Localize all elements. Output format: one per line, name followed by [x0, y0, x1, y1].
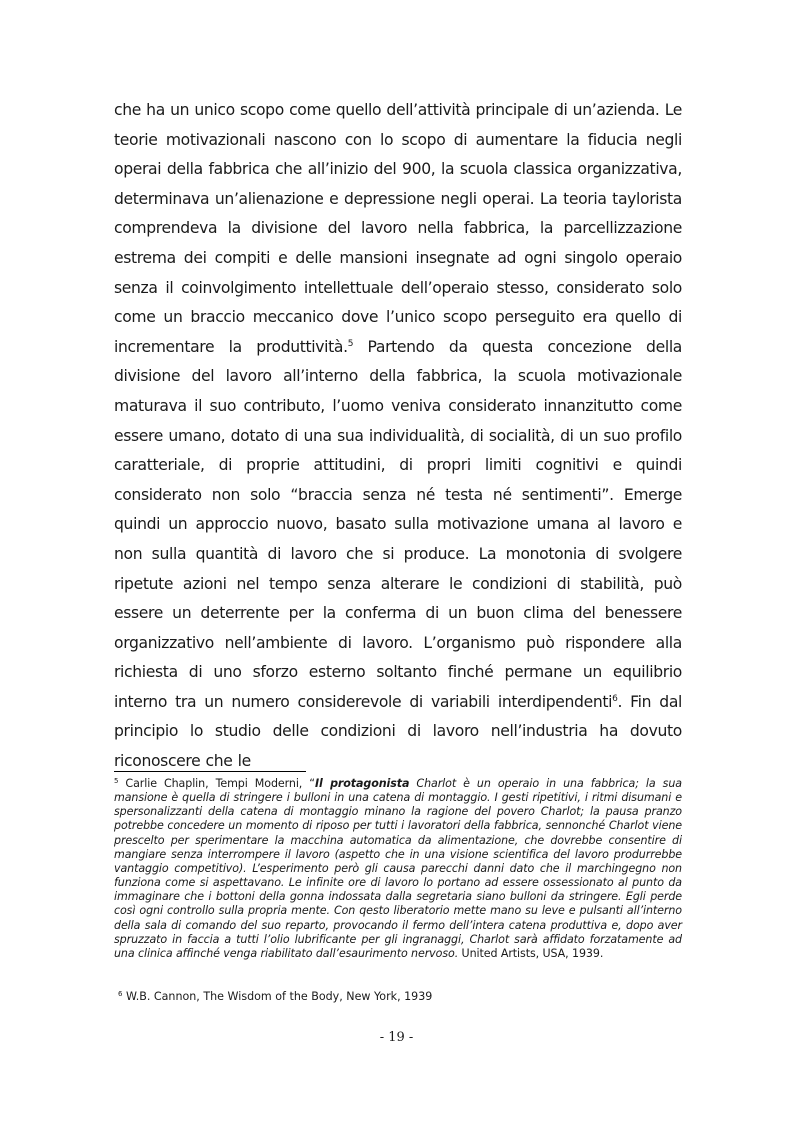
body-paragraph	[114, 96, 682, 777]
footnote-5-tail: United Artists, USA, 1939.	[458, 946, 604, 960]
footnote-6-number: 6	[118, 990, 123, 998]
footnote-ref-5[interactable]: 5	[347, 338, 354, 349]
body-text-end: . Fin dal principio lo studio delle condizioni di lavoro nell’industria ha dovuto riconoscere che le	[114, 692, 683, 771]
footnote-separator	[114, 771, 306, 772]
footnote-6-text: W.B. Cannon, The Wisdom of the Body, New York, 1939	[122, 990, 433, 1003]
footnote-5-emphasis: Il protagonista	[314, 777, 410, 790]
body-text-middle: Partendo da questa concezione della divisione del lavoro all’interno della fabbrica, la scuola motivazionale maturava il suo contributo, l’uomo veniva considerato innanzitutto come essere umano, dotato di una sua individualità, di socialità, di un suo profilo caratteriale, di proprie attitudini, di propri limiti cognitivi e quindi considerato non solo “braccia senza né testa né sentimenti”. Emerge quindi un approccio nuovo, basato sulla motivazione umana al lavoro e non sulla quantità di lavoro che si produce. La monotonia di svolgere ripetute azioni nel tempo senza alterare le condizioni di stabilità, può essere un deterrente per la conferma di un buon clima del benessere organizzativo nell’ambiente di lavoro. L’organismo può rispondere alla richiesta di uno sforzo esterno soltanto finché permane un equilibrio interno tra un numero considerevole di variabili interdipendenti	[114, 337, 683, 711]
footnote-5-lead: Carlie Chaplin, Tempi Moderni, “	[118, 777, 315, 790]
footnote-5-number: 5	[114, 777, 119, 785]
footnote-6	[118, 990, 678, 1004]
page-number: - 19 -	[379, 1030, 414, 1045]
footnote-ref-6[interactable]: 6	[612, 693, 618, 704]
footnote-5	[114, 777, 682, 961]
body-text-start: che ha un unico scopo come quello dell’attività principale di un’azienda. Le teorie motivazionali nascono con lo scopo di aumentare la fiducia negli operai della fabbrica che all’inizio del 900, la scuola classica organizzativa, determinava un’alienazione e depressione negli operai. La teoria taylorista comprendeva la divisione del lavoro nella fabbrica, la parcellizzazione estrema dei compiti e delle mansioni insegnate ad ogni singolo operaio senza il coinvolgimento intellettuale dell’operaio stesso, considerato solo come un braccio meccanico dove l’unico scopo perseguito era quello di incrementare la produttività.	[114, 101, 682, 356]
footnote-5-quote: Charlot è un operaio in una fabbrica; la sua mansione è quella di stringere i bulloni in una catena di montaggio. I gesti ripetitivi, i ritmi disumani e spersonalizzanti della catena di montaggio minano la ragione del povero Charlot; la pausa pranzo potrebbe concedere un momento di riposo per tutti i lavoratori della fabbrica, sennonché Charlot viene prescelto per sperimentare la macchina automatica da alimentazione, che dovrebbe consentire di mangiare senza interrompere il lavoro (aspetto che in una visione scientifica del lavoro produrrebbe vantaggio competitivo). L’esperimento però gli causa parecchi danni dato che il marchingegno non funziona come si aspettavano. Le infinite ore di lavoro lo portano ad essere ossessionato al punto da immaginare che i bottoni della gonna indossata dalla segretaria siano bulloni da stringere. Egli perde così ogni controllo sulla propria mente. Con qesto liberatorio mette mano su leve e pulsanti all’interno della sala di comando del suo reparto, provocando il fermo dell’intera catena produttiva e, dopo aver spruzzato in faccia a tutti l’olio lubrificante per gli ingranaggi, Charlot sarà affidato forzatamente ad una clinica affinché venga riabilitato dall’esaurimento nervoso.	[114, 777, 682, 960]
